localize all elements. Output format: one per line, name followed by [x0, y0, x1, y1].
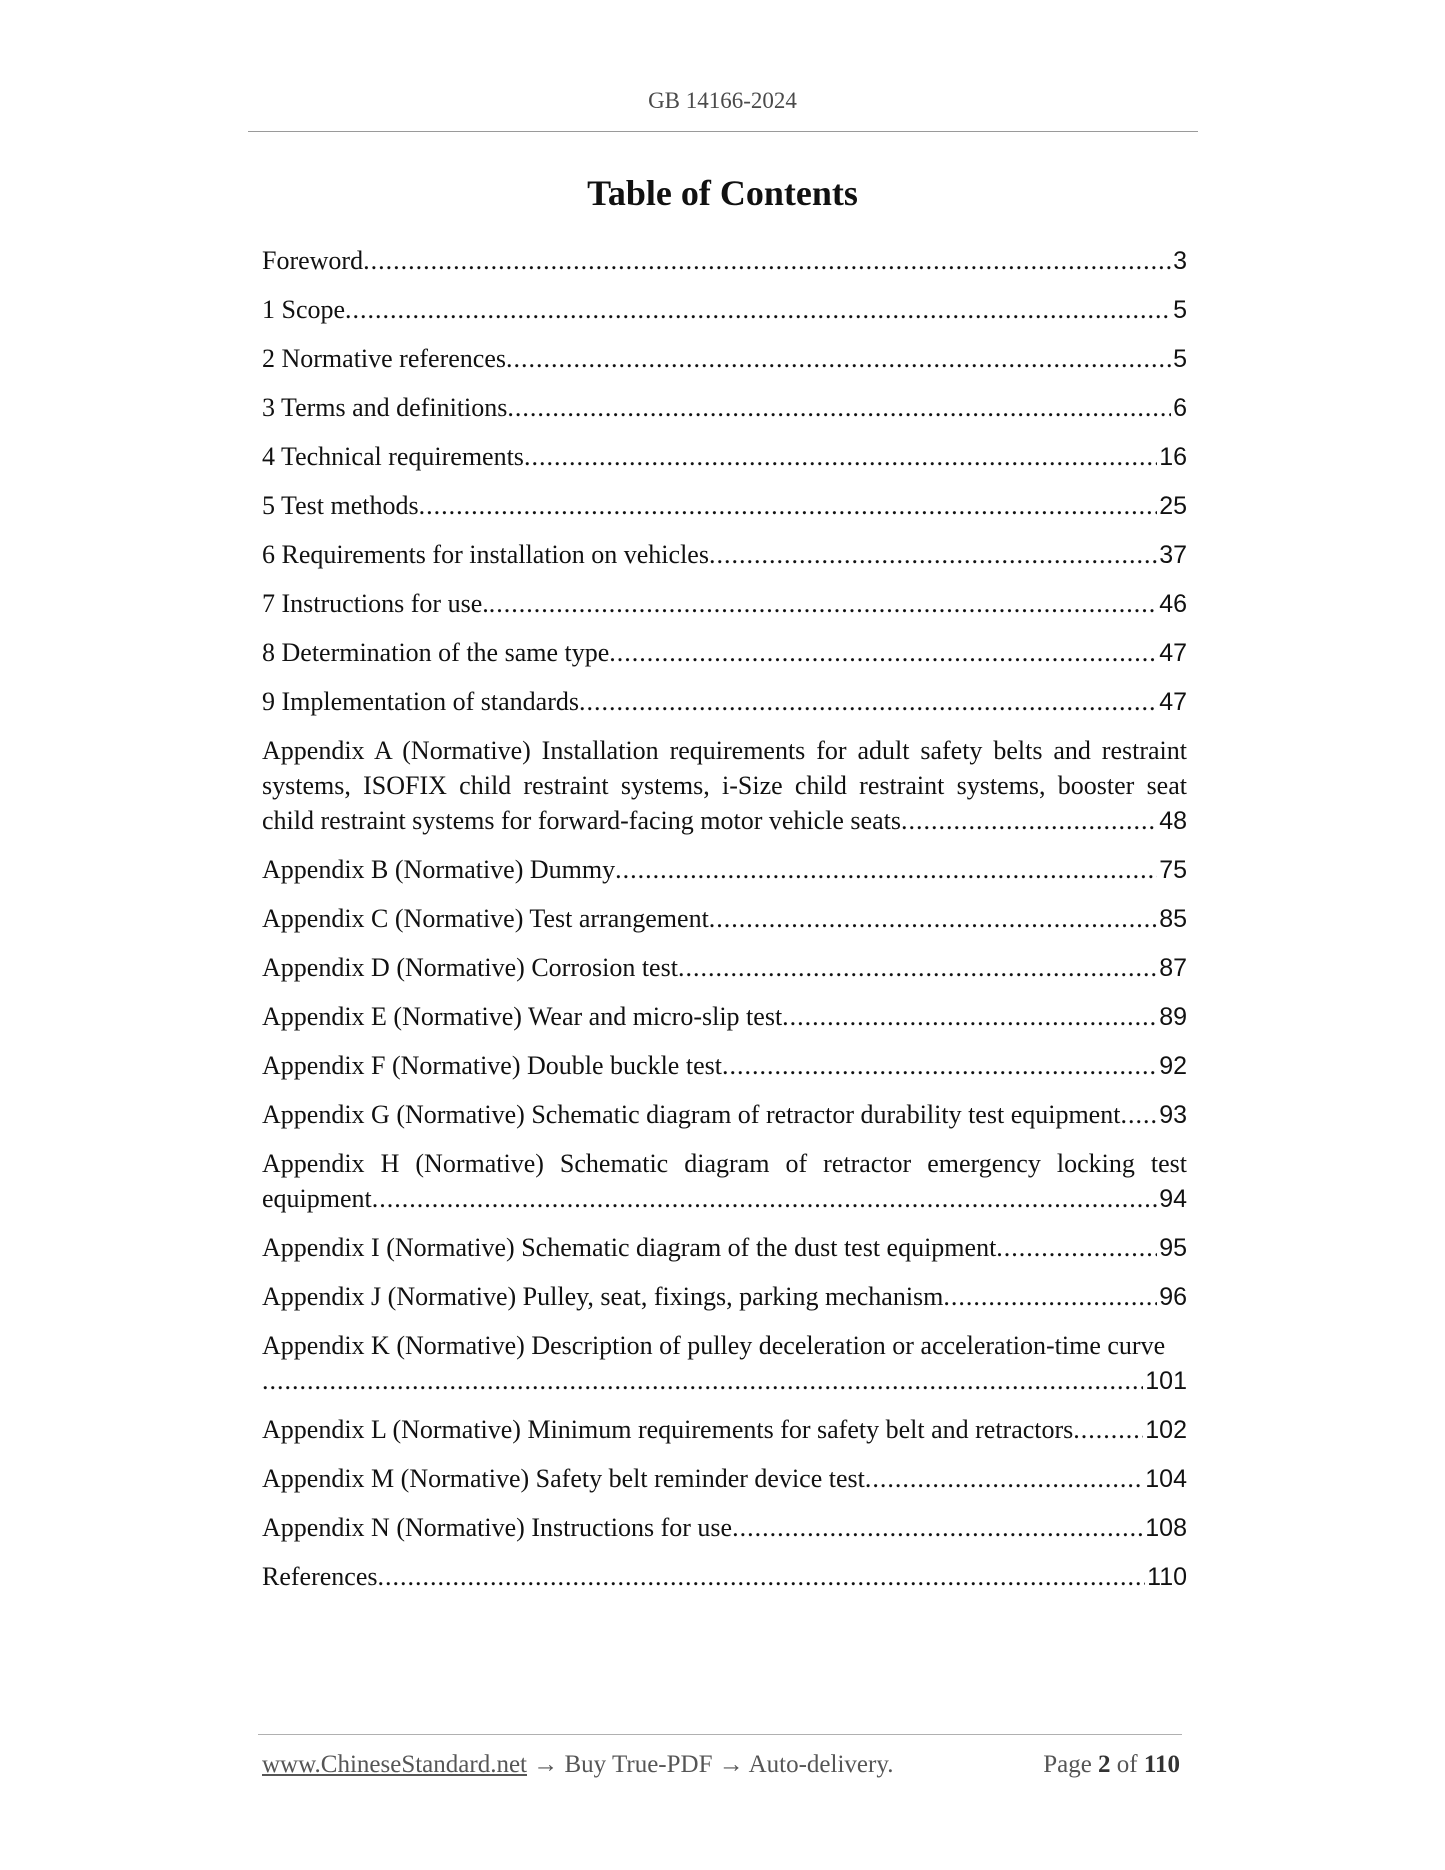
toc-entry-page: 48 — [1159, 807, 1187, 835]
toc-entry-page: 93 — [1159, 1101, 1187, 1129]
toc-entry-installation-requirements[interactable] — [262, 537, 1187, 573]
promo-text: → Buy True-PDF → Auto-delivery. — [527, 1751, 894, 1778]
toc-entry-page: 108 — [1145, 1514, 1187, 1542]
dot-leader — [345, 292, 1171, 327]
toc-entry-label: 8 Determination of the same type — [262, 638, 610, 667]
dot-leader — [507, 390, 1171, 425]
dot-leader — [901, 803, 1157, 838]
toc-entry-appendix-a[interactable] — [262, 733, 1187, 839]
total-pages: 110 — [1143, 1751, 1180, 1778]
toc-entry-page: 85 — [1159, 905, 1187, 933]
toc-entry-label: 2 Normative references — [262, 344, 506, 373]
toc-entry-page: 16 — [1159, 443, 1187, 471]
dot-leader — [678, 950, 1157, 985]
toc-entry-page: 89 — [1159, 1003, 1187, 1031]
toc-entry-page: 25 — [1159, 492, 1187, 520]
toc-entry-page: 6 — [1173, 394, 1187, 422]
dot-leader — [419, 488, 1158, 523]
dot-leader — [709, 901, 1157, 936]
toc-entry-label: 5 Test methods — [262, 491, 419, 520]
toc-entry-scope[interactable] — [262, 292, 1187, 328]
toc-entry-label: Appendix E (Normative) Wear and micro-slip test — [262, 1002, 783, 1031]
toc-entry-label: 1 Scope — [262, 295, 346, 324]
toc-entry-same-type[interactable] — [262, 635, 1187, 671]
toc-entry-label: Foreword — [262, 246, 364, 275]
toc-entry-appendix-j[interactable] — [262, 1279, 1187, 1315]
dot-leader — [363, 243, 1171, 278]
toc-entry-label-lead: Appendix K (Normative) Description of pulley deceleration or acceleration-time curve — [262, 1331, 1166, 1360]
toc-entry-page: 87 — [1159, 954, 1187, 982]
header-divider — [248, 131, 1198, 132]
toc-entry-page: 75 — [1159, 856, 1187, 884]
dot-leader — [615, 852, 1157, 887]
toc-entry-label: Appendix I (Normative) Schematic diagram of the dust test equipment — [262, 1233, 997, 1262]
toc-entry-label: 3 Terms and definitions — [262, 393, 508, 422]
toc-entry-page: 104 — [1145, 1465, 1187, 1493]
dot-leader — [722, 1048, 1157, 1083]
toc-entry-label: Appendix C (Normative) Test arrangement — [262, 904, 709, 933]
dot-leader — [524, 439, 1157, 474]
dot-leader — [372, 1181, 1157, 1216]
toc-entry-appendix-b[interactable] — [262, 852, 1187, 888]
toc-entry-instructions-for-use[interactable] — [262, 586, 1187, 622]
toc-entry-appendix-h[interactable] — [262, 1146, 1187, 1217]
toc-entry-appendix-f[interactable] — [262, 1048, 1187, 1084]
toc-entry-label-lead: Appendix H (Normative) Schematic diagram of retractor emergency locking test — [262, 1149, 1187, 1178]
dot-leader — [489, 586, 1157, 621]
dot-leader — [782, 999, 1157, 1034]
toc-entry-terms[interactable] — [262, 390, 1187, 426]
toc-entry-technical-requirements[interactable] — [262, 439, 1187, 475]
toc-entry-page: 101 — [1145, 1367, 1187, 1395]
toc-entry-appendix-d[interactable] — [262, 950, 1187, 986]
site-link[interactable]: www.ChineseStandard.net — [262, 1751, 527, 1778]
toc-entry-page: 110 — [1147, 1563, 1187, 1591]
toc-entry-page: 37 — [1159, 541, 1187, 569]
toc-entry-label: Appendix D (Normative) Corrosion test — [262, 953, 678, 982]
toc-entry-page: 5 — [1173, 345, 1187, 373]
toc-entry-label-lead: Appendix A (Normative) Installation requirements for adult safety belts and restraint systems, ISOFIX child restraint systems, i-Size child restraint systems, booster seat — [262, 736, 1187, 800]
page-indicator — [1043, 1751, 1180, 1779]
toc-entry-appendix-e[interactable] — [262, 999, 1187, 1035]
page-of: of — [1116, 1751, 1138, 1778]
toc-entry-page: 47 — [1159, 639, 1187, 667]
dot-leader — [943, 1279, 1157, 1314]
dot-leader — [1073, 1412, 1143, 1447]
toc-entry-label: Appendix B (Normative) Dummy — [262, 855, 616, 884]
table-of-contents — [262, 243, 1187, 1608]
toc-entry-appendix-k[interactable] — [262, 1328, 1187, 1399]
dot-leader — [377, 1559, 1145, 1594]
toc-entry-implementation[interactable] — [262, 684, 1187, 720]
dot-leader — [609, 635, 1157, 670]
toc-entry-page: 96 — [1159, 1283, 1187, 1311]
toc-entry-label: 4 Technical requirements — [262, 442, 524, 471]
toc-entry-label: Appendix L (Normative) Minimum requirements for safety belt and retractors — [262, 1415, 1074, 1444]
toc-entry-page: 47 — [1159, 688, 1187, 716]
toc-entry-label: child restraint systems for forward-facing motor vehicle seats — [262, 806, 901, 835]
toc-entry-page: 92 — [1159, 1052, 1187, 1080]
toc-entry-appendix-n[interactable] — [262, 1510, 1187, 1546]
toc-entry-label: Appendix G (Normative) Schematic diagram of retractor durability test equipment — [262, 1100, 1121, 1129]
dot-leader — [262, 1363, 1143, 1398]
toc-entry-appendix-m[interactable] — [262, 1461, 1187, 1497]
toc-entry-test-methods[interactable] — [262, 488, 1187, 524]
toc-entry-page: 94 — [1159, 1185, 1187, 1213]
footer-divider — [258, 1734, 1182, 1735]
dot-leader — [506, 341, 1171, 376]
toc-entry-label: Appendix N (Normative) Instructions for use — [262, 1513, 733, 1542]
toc-entry-label: 9 Implementation of standards — [262, 687, 579, 716]
toc-entry-foreword[interactable] — [262, 243, 1187, 279]
current-page: 2 — [1098, 1751, 1111, 1778]
toc-entry-references[interactable] — [262, 1559, 1187, 1595]
dot-leader — [996, 1230, 1157, 1265]
page-title: Table of Contents — [587, 173, 858, 213]
toc-entry-normative-references[interactable] — [262, 341, 1187, 377]
toc-entry-label: Appendix M (Normative) Safety belt reminder device test — [262, 1464, 865, 1493]
page-prefix: Page — [1043, 1751, 1092, 1778]
toc-entry-label: 7 Instructions for use. — [262, 589, 489, 618]
toc-entry-appendix-c[interactable] — [262, 901, 1187, 937]
toc-entry-appendix-l[interactable] — [262, 1412, 1187, 1448]
toc-entry-page: 3 — [1173, 247, 1187, 275]
toc-entry-label: References — [262, 1562, 378, 1591]
toc-entry-label: 6 Requirements for installation on vehicles — [262, 540, 709, 569]
toc-entry-appendix-g[interactable] — [262, 1097, 1187, 1133]
toc-entry-page: 102 — [1145, 1416, 1187, 1444]
toc-entry-label: equipment — [262, 1184, 372, 1213]
dot-leader — [732, 1510, 1143, 1545]
dot-leader — [709, 537, 1157, 572]
dot-leader — [865, 1461, 1143, 1496]
page-header: GB 14166-2024 — [648, 88, 797, 113]
toc-entry-appendix-i[interactable] — [262, 1230, 1187, 1266]
toc-entry-page: 5 — [1173, 296, 1187, 324]
toc-entry-label: Appendix F (Normative) Double buckle test — [262, 1051, 722, 1080]
dot-leader — [1120, 1097, 1157, 1132]
dot-leader — [579, 684, 1157, 719]
toc-entry-page: 46 — [1159, 590, 1187, 618]
toc-entry-label: Appendix J (Normative) Pulley, seat, fixings, parking mechanism — [262, 1282, 944, 1311]
footer-promo — [262, 1751, 893, 1779]
toc-entry-page: 95 — [1159, 1234, 1187, 1262]
